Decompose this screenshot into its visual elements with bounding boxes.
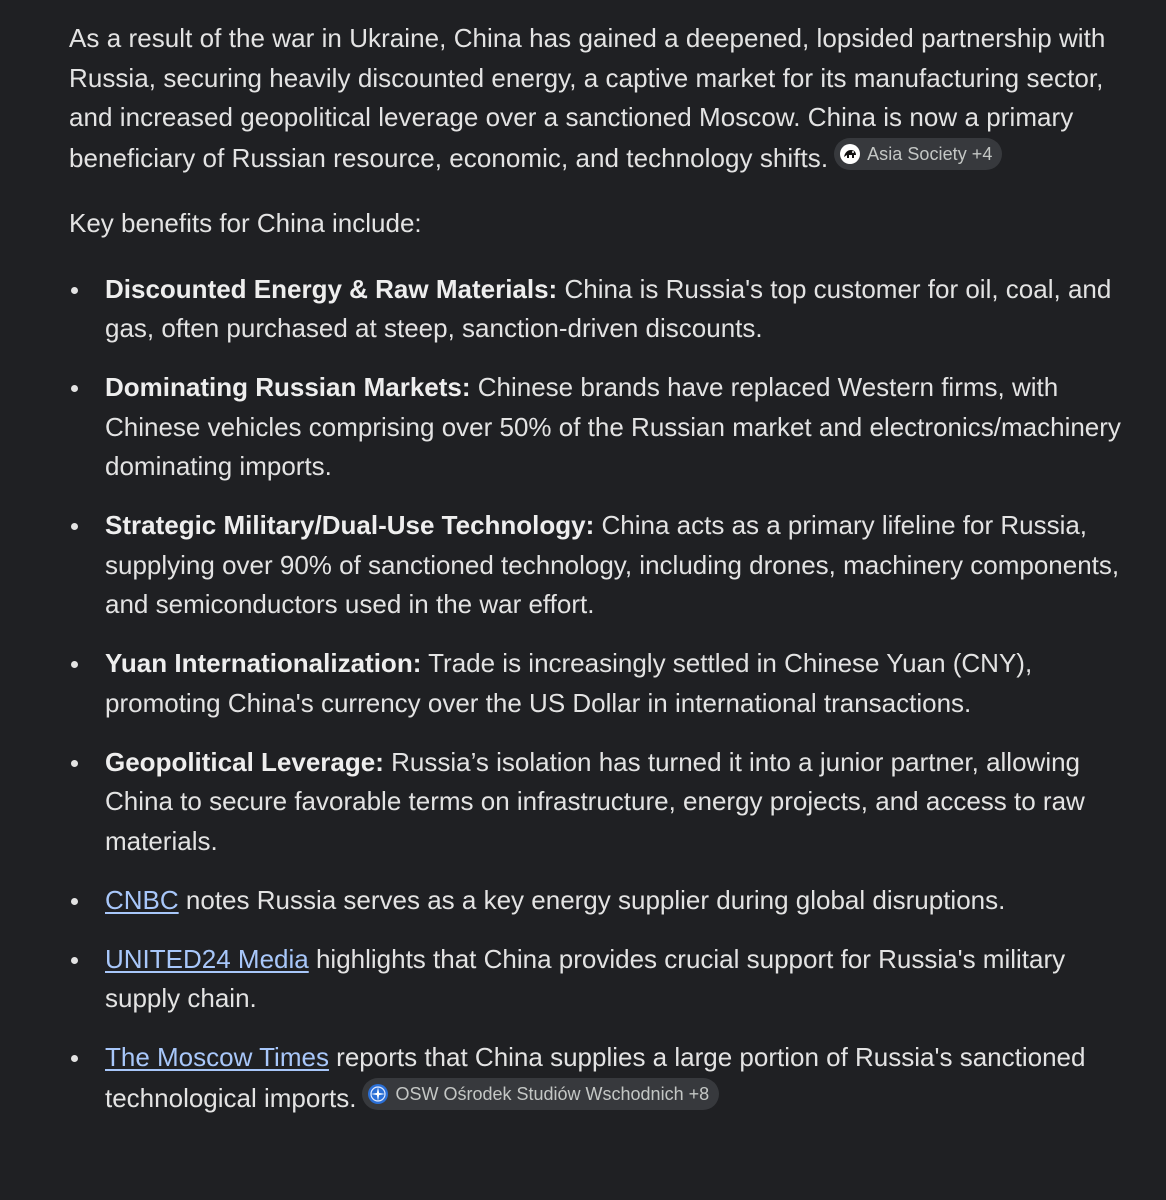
benefit-text: Russia’s isolation has turned it into a junior partner, allowing China to secure favorable terms on infrastructure, energy projects, and access to raw materials.	[105, 746, 1085, 856]
benefit-term: Discounted Energy & Raw Materials:	[105, 273, 558, 304]
osw-compass-logo-icon	[368, 1084, 388, 1104]
benefit-term: Dominating Russian Markets:	[105, 372, 471, 402]
asia-society-logo-icon	[840, 144, 860, 164]
source-chip-asia-society[interactable]	[834, 138, 1002, 170]
ai-answer-content	[69, 19, 1129, 1138]
source-text: notes Russia serves as a key energy supplier during global disruptions.	[178, 884, 1006, 915]
source-chip-osw[interactable]	[362, 1078, 719, 1110]
source-link-moscow-times[interactable]: The Moscow Times	[105, 1042, 329, 1072]
source-chip-label: Asia Society +4	[867, 143, 993, 164]
source-text: highlights that China provides crucial support for Russia's military supply chain.	[105, 943, 1066, 1013]
source-link-cnbc[interactable]: CNBC	[105, 884, 179, 915]
intro-text: As a result of the war in Ukraine, China has gained a deepened, lopsided partnership with Russia, securing heavily discounted energy, a captive market for its manufacturing sector, and increased geopolitical leverage over a sanctioned Moscow. China is now a primary beneficiary of Russian resource, economic, and technology shifts.	[69, 23, 1106, 173]
benefit-text: China acts as a primary lifeline for Russia, supplying over 90% of sanctioned technology, including drones, machinery components, and semiconductors used in the war effort.	[105, 510, 1120, 619]
list-item	[69, 1038, 1129, 1118]
source-link-united24[interactable]: UNITED24 Media	[105, 943, 309, 974]
list-item	[69, 940, 1129, 1019]
list-item	[69, 270, 1129, 349]
benefits-list	[69, 270, 1129, 1119]
benefits-heading: Key benefits for China include:	[69, 208, 422, 238]
benefit-term: Yuan Internationalization:	[105, 648, 422, 678]
source-text: reports that China supplies a large portion of Russia's sanctioned technological imports.	[105, 1042, 1086, 1113]
benefit-text: Trade is increasingly settled in Chinese Yuan (CNY), promoting China's currency over the US Dollar in international transactions.	[105, 648, 1033, 718]
list-item	[69, 644, 1129, 723]
benefit-text: Chinese brands have replaced Western firms, with Chinese vehicles comprising over 50% of the Russian market and electronics/machinery dominating imports.	[105, 372, 1121, 481]
benefit-term: Strategic Military/Dual-Use Technology:	[105, 510, 595, 540]
intro-paragraph	[69, 19, 1129, 178]
benefit-text: China is Russia's top customer for oil, coal, and gas, often purchased at steep, sanction-driven discounts.	[105, 273, 1112, 343]
source-chip-label: OSW Ośrodek Studiów Wschodnich +8	[395, 1083, 710, 1104]
list-item	[69, 368, 1129, 487]
list-item	[69, 506, 1129, 625]
list-item	[69, 743, 1129, 862]
benefit-term: Geopolitical Leverage:	[105, 746, 384, 777]
list-item	[69, 881, 1129, 921]
